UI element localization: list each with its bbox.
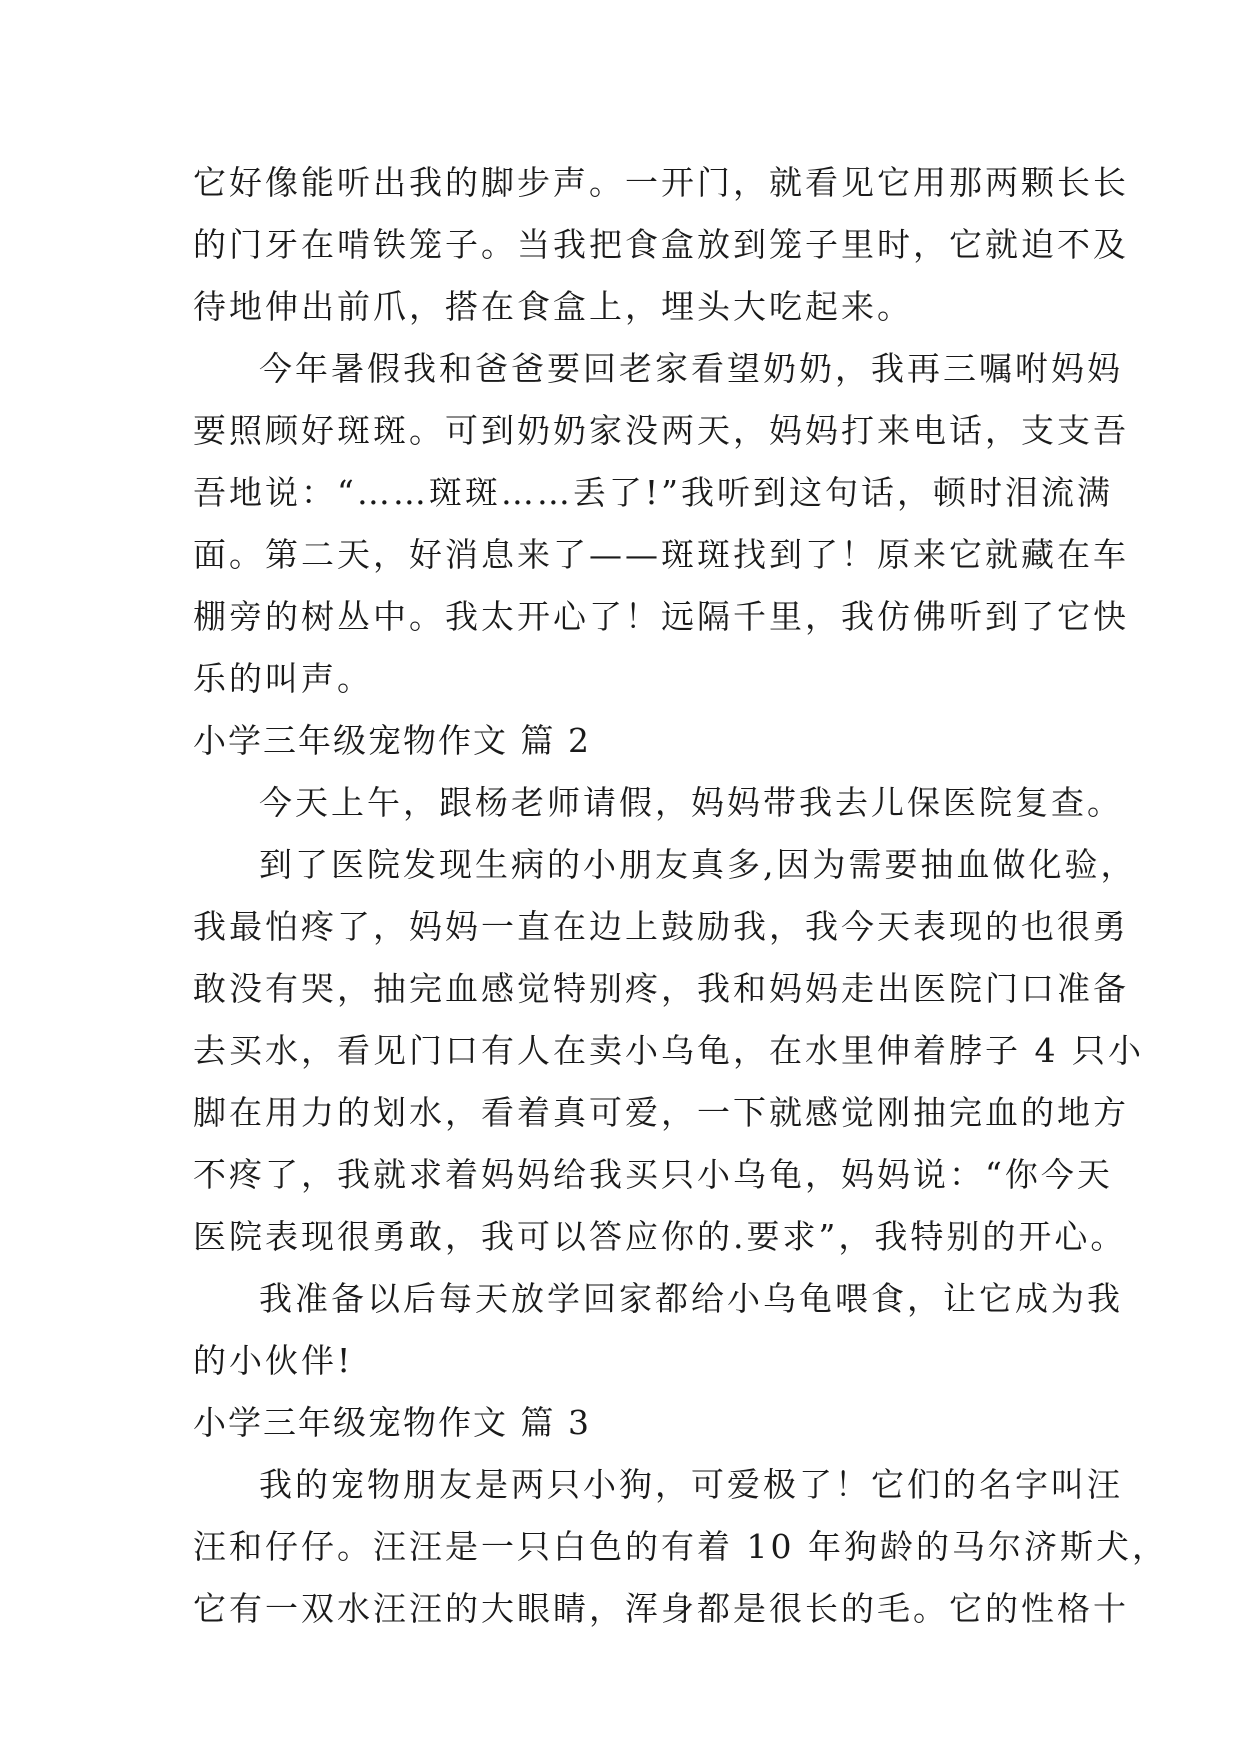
text-line: 去买水，看见门口有人在卖小乌龟，在水里伸着脖子 4 只小	[193, 1031, 1144, 1070]
text-line: 面。第二天，好消息来了——斑斑找到了！原来它就藏在车	[193, 535, 1129, 574]
text-line: 要照顾好斑斑。可到奶奶家没两天，妈妈打来电话，支支吾	[193, 411, 1129, 450]
text-line: 它好像能听出我的脚步声。一开门，就看见它用那两颗长长	[193, 163, 1129, 202]
text-line: 吾地说：“……斑斑……丢了!”我听到这句话，顿时泪流满	[193, 473, 1114, 512]
text-line: 脚在用力的划水，看着真可爱，一下就感觉刚抽完血的地方	[193, 1093, 1129, 1132]
paragraph-first-line: 到了医院发现生病的小朋友真多,因为需要抽血做化验，	[259, 845, 1137, 884]
text-line: 我最怕疼了，妈妈一直在边上鼓励我，我今天表现的也很勇	[193, 907, 1129, 946]
section-heading: 小学三年级宠物作文 篇 3	[193, 1403, 591, 1442]
paragraph-first-line: 我的宠物朋友是两只小狗，可爱极了！它们的名字叫汪	[259, 1465, 1123, 1504]
text-line: 乐的叫声。	[193, 659, 373, 698]
text-line: 医院表现很勇敢，我可以答应你的.要求”，我特别的开心。	[193, 1217, 1127, 1256]
text-line: 的小伙伴!	[193, 1341, 354, 1380]
text-line: 它有一双水汪汪的大眼睛，浑身都是很长的毛。它的性格十	[193, 1589, 1129, 1628]
text-line: 棚旁的树丛中。我太开心了！远隔千里，我仿佛听到了它快	[193, 597, 1129, 636]
paragraph-first-line: 今天上午，跟杨老师请假，妈妈带我去儿保医院复查。	[259, 783, 1123, 822]
text-line: 的门牙在啃铁笼子。当我把食盒放到笼子里时，它就迫不及	[193, 225, 1129, 264]
text-line: 不疼了，我就求着妈妈给我买只小乌龟，妈妈说：“你今天	[193, 1155, 1113, 1194]
text-line: 汪和仔仔。汪汪是一只白色的有着 10 年狗龄的马尔济斯犬，	[193, 1527, 1168, 1566]
text-line: 待地伸出前爪，搭在食盒上，埋头大吃起来。	[193, 287, 913, 326]
section-heading: 小学三年级宠物作文 篇 2	[193, 721, 591, 760]
text-line: 敢没有哭，抽完血感觉特别疼，我和妈妈走出医院门口准备	[193, 969, 1129, 1008]
paragraph-first-line: 我准备以后每天放学回家都给小乌龟喂食，让它成为我	[259, 1279, 1123, 1318]
document-body	[193, 152, 1168, 1640]
paragraph-first-line: 今年暑假我和爸爸要回老家看望奶奶，我再三嘱咐妈妈	[259, 349, 1123, 388]
